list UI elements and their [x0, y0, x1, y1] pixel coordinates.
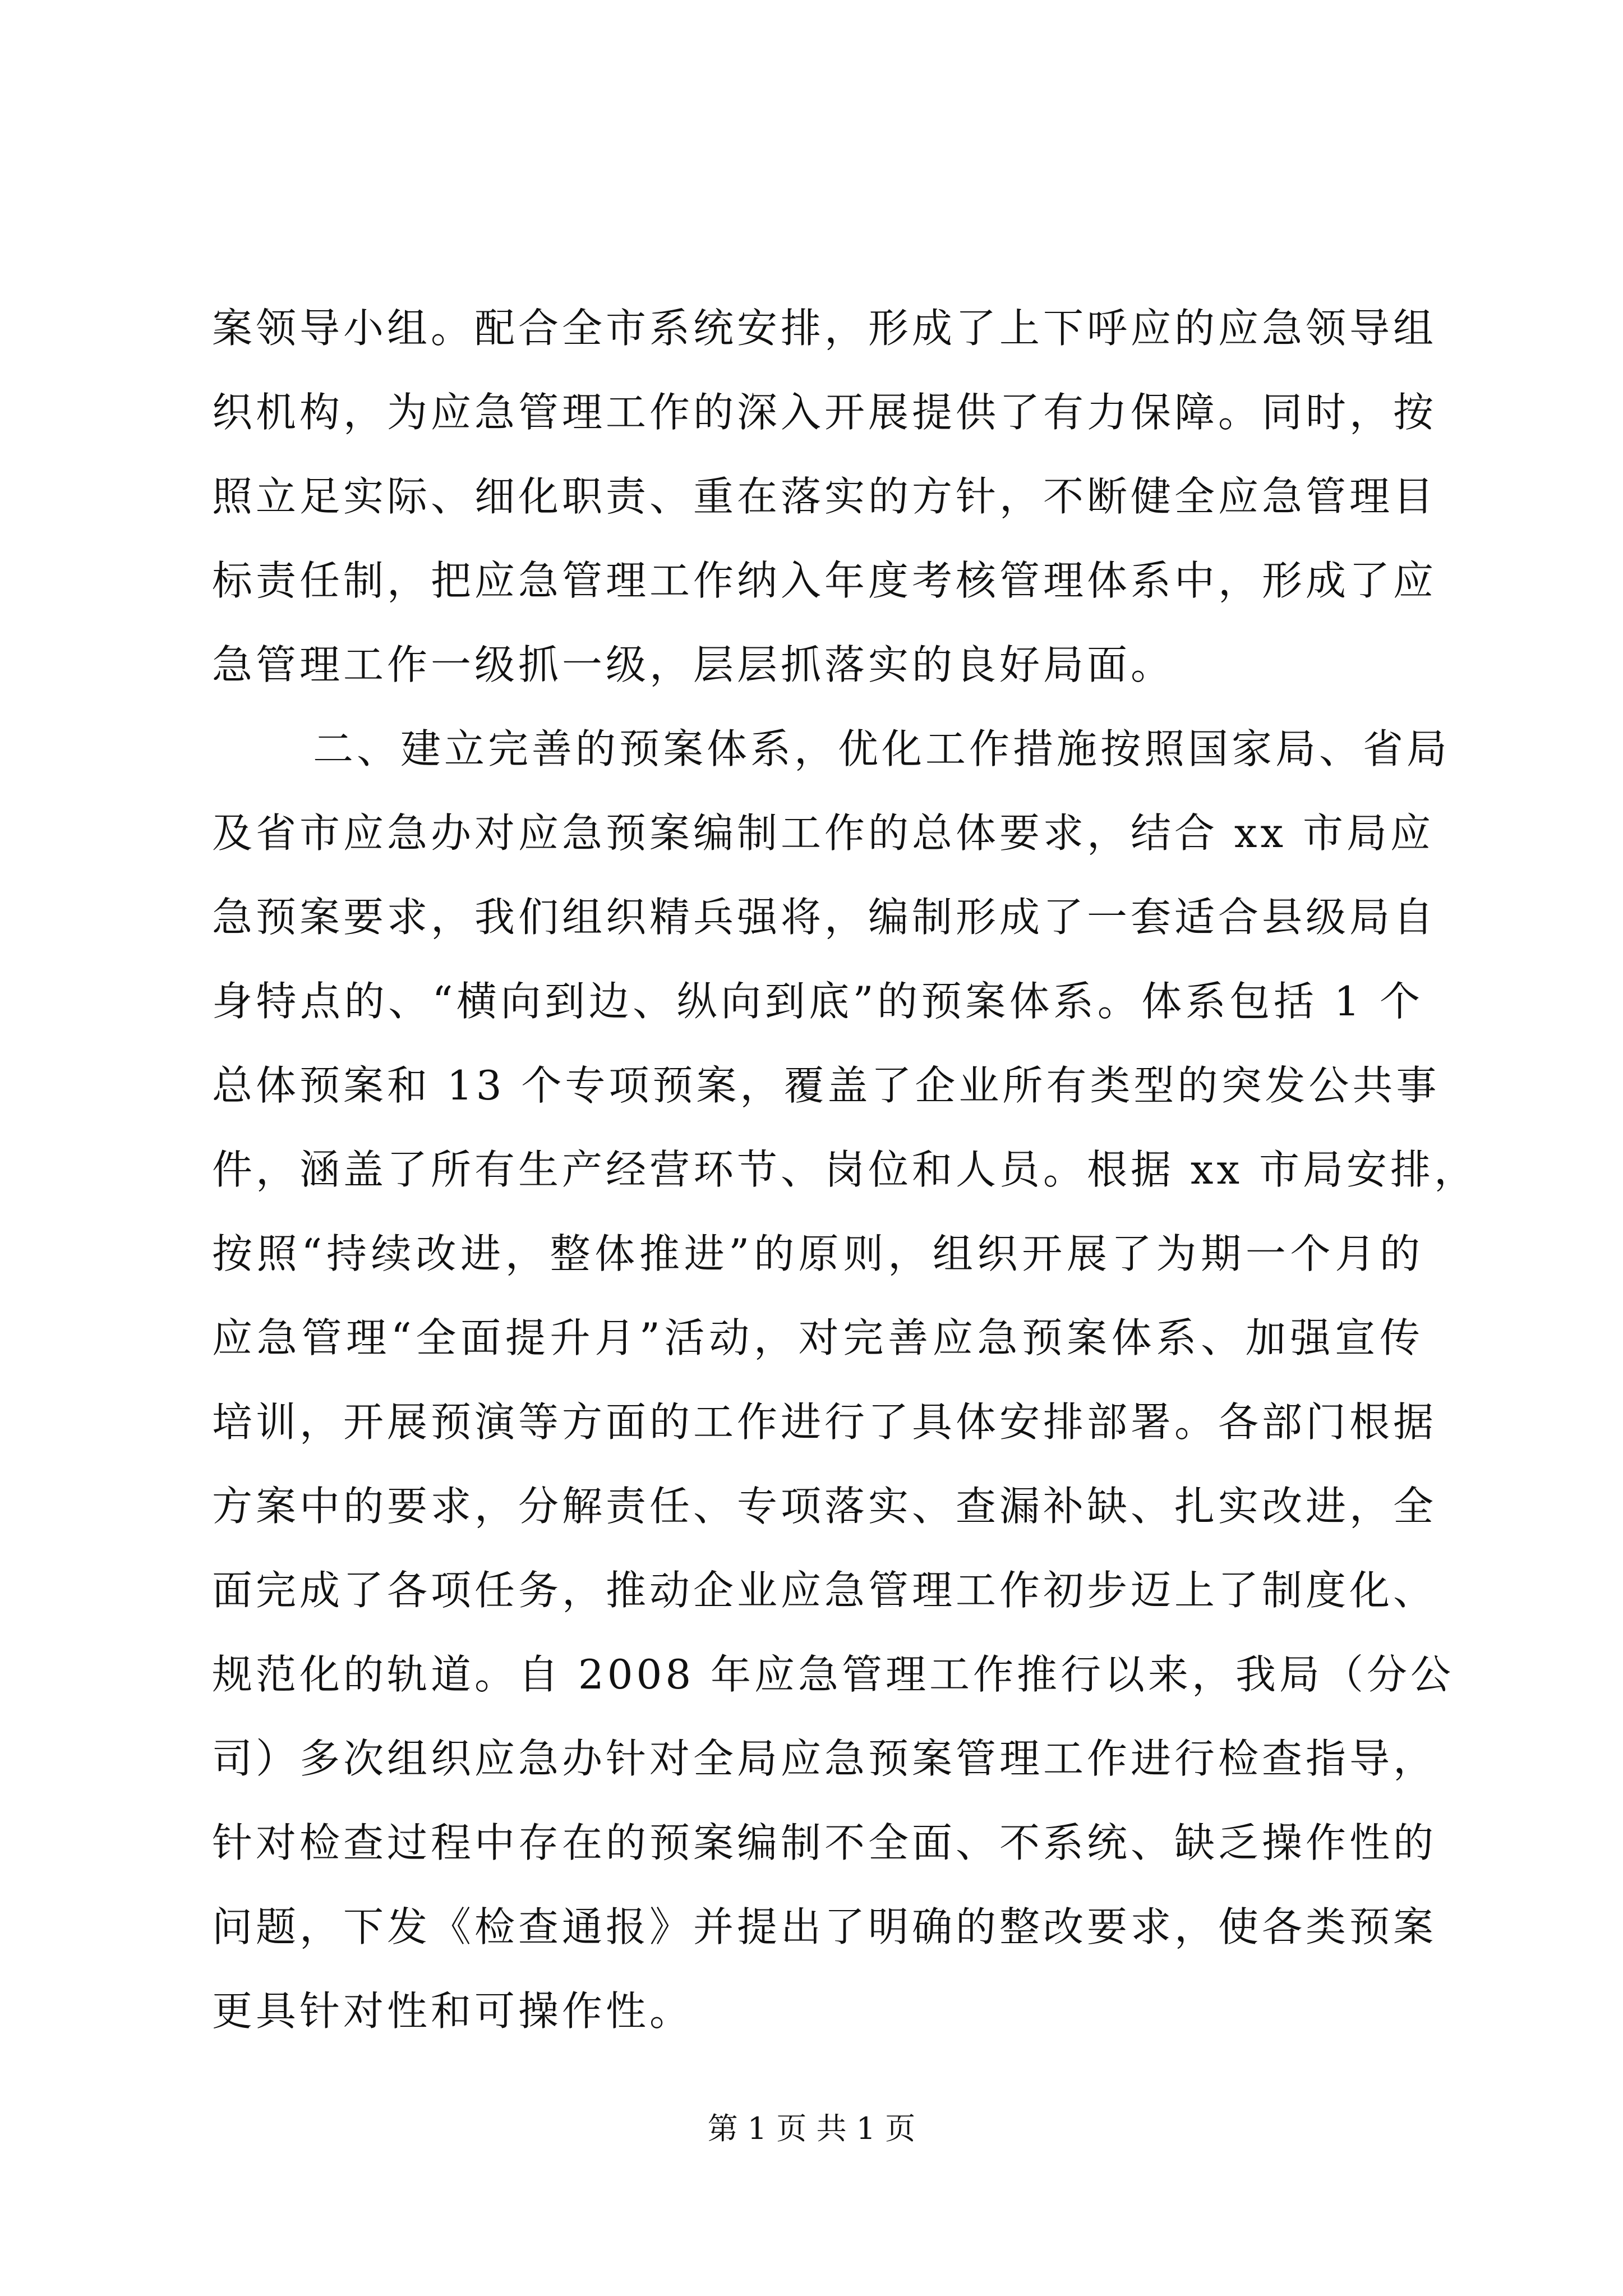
text-line: 方案中的要求，分解责任、专项落实、查漏补缺、扎实改进，全 [212, 1483, 1437, 1530]
text-line: 规范化的轨道。自 2008 年应急管理工作推行以来，我局（分公 [212, 1651, 1455, 1698]
text-line: 面完成了各项任务，推动企业应急管理工作初步迈上了制度化、 [212, 1567, 1437, 1614]
text-line: 件，涵盖了所有生产经营环节、岗位和人员。根据 xx 市局安排， [212, 1146, 1478, 1193]
text-line: 案领导小组。配合全市系统安排，形成了上下呼应的应急领导组 [212, 305, 1437, 352]
text-line: 针对检查过程中存在的预案编制不全面、不系统、缺乏操作性的 [212, 1819, 1437, 1866]
text-line: 司）多次组织应急办针对全局应急预案管理工作进行检查指导， [212, 1735, 1437, 1782]
text-line: 及省市应急办对应急预案编制工作的总体要求，结合 xx 市局应 [212, 809, 1434, 857]
text-line: 标责任制，把应急管理工作纳入年度考核管理体系中，形成了应 [212, 557, 1437, 604]
text-line: 问题，下发《检查通报》并提出了明确的整改要求，使各类预案 [212, 1903, 1437, 1950]
page-footer: 第 1 页 共 1 页 [707, 2111, 916, 2146]
text-line: 急管理工作一级抓一级，层层抓落实的良好局面。 [212, 641, 1175, 688]
text-line: 身特点的、“横向到边、纵向到底”的预案体系。体系包括 1 个 [212, 978, 1423, 1025]
text-line: 按照“持续改进，整体推进”的原则，组织开展了为期一个月的 [212, 1230, 1423, 1277]
text-line-paragraph-start: 二、建立完善的预案体系，优化工作措施按照国家局、省局 [313, 725, 1451, 772]
text-line: 应急管理“全面提升月”活动，对完善应急预案体系、加强宣传 [212, 1314, 1423, 1361]
text-line: 照立足实际、细化职责、重在落实的方针，不断健全应急管理目 [212, 473, 1437, 520]
text-line: 更具针对性和可操作性。 [212, 1987, 694, 2035]
text-line: 总体预案和 13 个专项预案，覆盖了企业所有类型的突发公共事 [212, 1062, 1440, 1109]
text-line: 培训，开展预演等方面的工作进行了具体安排部署。各部门根据 [212, 1398, 1437, 1446]
text-line: 急预案要求，我们组织精兵强将，编制形成了一套适合县级局自 [212, 894, 1437, 941]
text-line: 织机构，为应急管理工作的深入开展提供了有力保障。同时，按 [212, 389, 1437, 436]
body-text [212, 286, 1478, 2053]
